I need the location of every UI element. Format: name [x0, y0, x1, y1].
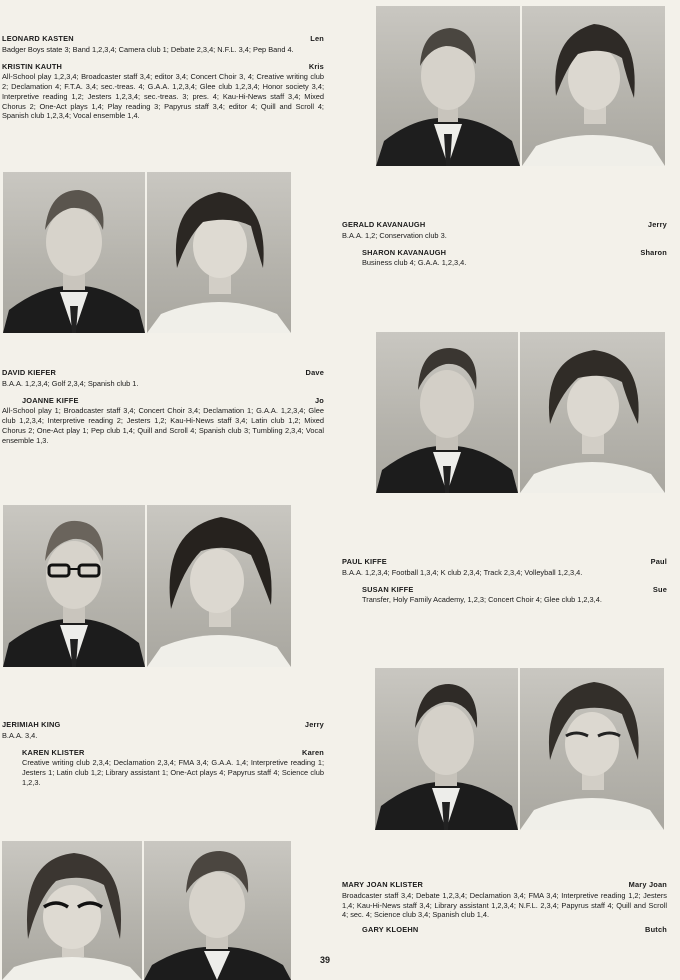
student-nickname: Kris: [308, 61, 324, 71]
student-name: JERIMIAH KING: [2, 720, 61, 729]
student-activities: Badger Boys state 3; Band 1,2,3,4; Camera club 1; Debate 2,3,4; N.F.L. 3,4; Pep Band 4.: [2, 44, 294, 54]
student-name-row: [2, 368, 324, 378]
student-activities: B.A.A. 3,4.: [2, 730, 38, 740]
student-name: KAREN KLISTER: [22, 747, 85, 757]
entry-block-king-klister: [2, 720, 324, 788]
student-nickname: Sue: [652, 584, 667, 594]
student-name: KRISTIN KAUTH: [2, 61, 63, 71]
student-name-row: [342, 557, 667, 567]
student-nickname: Sharon: [640, 247, 667, 257]
page-number: 39: [320, 955, 331, 965]
student-nickname: Karen: [302, 747, 324, 757]
student-name: LEONARD KASTEN: [2, 34, 74, 43]
student-name-row: [342, 248, 667, 258]
student-activities: All-School play 1; Broadcaster staff 3,4; Concert Choir 3,4; Declamation 1; G.A.A. 1,2,3,4; Glee club 1,2,3,4; Interpretive reading 2; Jesters 1,2; Kau-Hi-News staff 3,4; Latin club 1,2; Mixed Chorus 2; One-Act play 1; Pep club 1,4; Quill and Scroll 4; Spanish club 3; Tumbling 2,3,4; Vocal ensemble 1,3.: [2, 406, 324, 445]
student-name: JOANNE KIFFE: [22, 395, 79, 405]
portrait-leonard-kasten: [376, 6, 520, 166]
student-name-row: [342, 585, 667, 595]
student-name: GARY KLOEHN: [362, 925, 419, 935]
student-nickname: Jerry: [647, 220, 667, 229]
student-activities: B.A.A. 1,2,3,4; Golf 2,3,4; Spanish club 1.: [2, 378, 139, 388]
entry-block-paul-susan-kiffe: [342, 557, 667, 605]
portrait-sharon-kavanaugh: [147, 172, 291, 333]
student-name: DAVID KIEFER: [2, 368, 57, 377]
student-name: MARY JOAN KLISTER: [342, 880, 424, 889]
student-nickname: Len: [310, 34, 324, 43]
portrait-karen-klister: [520, 668, 664, 830]
student-name-row: [2, 62, 324, 72]
student-activities: Broadcaster staff 3,4; Debate 1,2,3,4; Declamation 3,4; FMA 3,4; Interpretive reading 1,2; Jesters 1,4; Kau-Hi-News staff 3,4; Library assistant 1,2,3,4; N.F.L. 2,3,4; Papyrus staff 4; Quill and Scroll 4; sec. 4; Science club 3,4; Spanish club 1,4.: [342, 890, 667, 920]
student-activities: Creative writing club 2,3,4; Declamation 2,3,4; FMA 3,4; G.A.A. 1,4; Interpretive reading 1; Jesters 1; Latin club 1,2; Library assistant 1; One-Act plays 4; Papyrus staff 4; Science club 1,2,3.: [22, 758, 324, 787]
student-name-row: [2, 34, 324, 44]
student-nickname: Paul: [650, 557, 667, 566]
portrait-joanne-kiffe: [520, 332, 665, 493]
student-name-row: [2, 396, 324, 406]
entry-block-kasten-kauth: [2, 34, 324, 121]
student-nickname: Jerry: [304, 720, 324, 729]
student-name-row: [2, 720, 324, 730]
student-nickname: Dave: [305, 368, 324, 377]
student-name: PAUL KIFFE: [342, 557, 387, 566]
portrait-kristin-kauth: [522, 6, 665, 166]
student-name-row: [342, 220, 667, 230]
entry-block-kiefer-kiffe: [2, 368, 324, 445]
student-activities: B.A.A. 1,2,3,4; Football 1,3,4; K club 2,3,4; Track 2,3,4; Volleyball 1,2,3,4.: [342, 567, 583, 577]
portrait-paul-kiffe: [3, 505, 145, 667]
student-name-row: [2, 748, 324, 758]
portrait-susan-kiffe: [147, 505, 291, 667]
portrait-gary-kloehn: [144, 841, 291, 980]
student-nickname: Butch: [645, 925, 667, 935]
student-activities: Business club 4; G.A.A. 1,2,3,4.: [362, 258, 467, 268]
portrait-jerimiah-king: [375, 668, 518, 830]
student-name: SHARON KAVANAUGH: [362, 247, 447, 257]
student-name-row: [342, 925, 667, 935]
student-name: SUSAN KIFFE: [362, 584, 414, 594]
portrait-gerald-kavanaugh: [3, 172, 145, 333]
entry-block-mary-joan-klister-kloehn: [342, 880, 667, 935]
portrait-mary-joan-klister: [2, 841, 142, 980]
student-nickname: Jo: [314, 395, 324, 405]
student-activities: Transfer, Holy Family Academy, 1,2,3; Concert Choir 4; Glee club 1,2,3,4.: [362, 595, 602, 605]
entry-block-kavanaugh: [342, 220, 667, 268]
student-name-row: [342, 880, 667, 890]
student-name: GERALD KAVANAUGH: [342, 220, 426, 229]
student-activities: B.A.A. 1,2; Conservation club 3.: [342, 230, 447, 240]
student-nickname: Mary Joan: [628, 880, 667, 889]
student-activities: All-School play 1,2,3,4; Broadcaster staff 3,4; editor 3,4; Concert Choir 3, 4; Creative writing club 2; Declamation 4; F.T.A. 3,4; sec.-treas. 4; G.A.A. 1,2,3,4; Glee club 1,2,3,4; Honor society 3,4; Interpretive reading 1,2; Jesters 1,2,3,4; sec.-treas. 3; pres. 4; Kau-Hi-News staff 3,4; Mixed Chorus 2; One-Act plays 1,4; Play reading 3; Papyrus staff 3,4; editor 4; Quill and Scroll 4; Spanish club 1,2,3,4; Vocal ensemble 1,4.: [2, 72, 324, 121]
portrait-david-kiefer: [376, 332, 518, 493]
